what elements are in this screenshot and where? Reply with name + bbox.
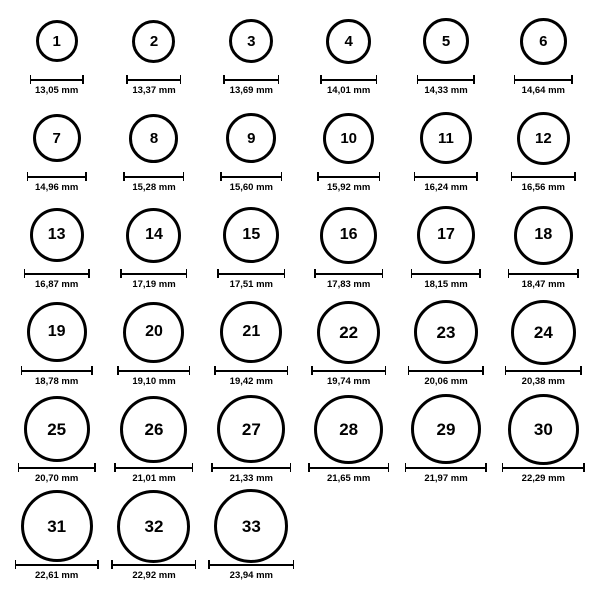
ring-size-cell[interactable] — [495, 398, 592, 495]
ring-size-label: 31 — [47, 516, 67, 536]
ring-size-label: 3 — [247, 32, 256, 50]
ring-measure-bar — [508, 269, 579, 278]
ring-size-cell[interactable] — [105, 10, 202, 107]
measure-line — [223, 79, 279, 81]
ring-circle-wrap — [117, 495, 190, 557]
ring-size-cell[interactable] — [397, 107, 494, 204]
ring-measure-bar — [126, 75, 181, 84]
ring-measure-bar — [514, 75, 573, 84]
ring-size-label: 11 — [438, 129, 454, 147]
measure-line — [217, 273, 285, 275]
ring-circle-wrap — [217, 398, 285, 460]
measure-tick-right — [479, 269, 481, 278]
ring-size-cell[interactable] — [495, 301, 592, 398]
measure-tick-right — [473, 75, 475, 84]
ring-size-label: 9 — [247, 129, 256, 147]
measure-line — [317, 176, 380, 178]
measure-tick-right — [82, 75, 84, 84]
ring-size-label: 14 — [145, 226, 163, 243]
ring-size-cell[interactable] — [8, 301, 105, 398]
ring-size-label: 28 — [339, 419, 359, 439]
ring-circle-icon — [36, 20, 78, 62]
ring-size-label: 21 — [242, 323, 261, 340]
ring-measure-bar — [208, 560, 294, 569]
measure-line — [211, 467, 291, 469]
ring-size-label: 4 — [344, 32, 353, 50]
ring-circle-icon — [320, 207, 377, 264]
measure-tick-left — [217, 269, 219, 278]
measure-tick-left — [211, 463, 213, 472]
ring-circle-icon — [214, 489, 288, 563]
measure-line — [408, 370, 484, 372]
measure-tick-left — [15, 560, 17, 569]
ring-size-label: 12 — [534, 129, 552, 147]
ring-measure-bar — [21, 366, 93, 375]
ring-size-cell[interactable] — [300, 107, 397, 204]
ring-circle-wrap — [214, 495, 288, 557]
ring-size-label: 18 — [534, 226, 553, 243]
ring-diameter-label: 20,06 mm — [424, 376, 468, 387]
measure-tick-left — [123, 172, 125, 181]
ring-size-cell[interactable] — [8, 495, 105, 592]
ring-measure-bar — [414, 172, 478, 181]
ring-circle-icon — [27, 302, 87, 362]
measure-tick-right — [485, 463, 487, 472]
measure-line — [214, 370, 288, 372]
measure-tick-right — [97, 560, 99, 569]
measure-tick-right — [189, 366, 191, 375]
ring-circle-wrap — [508, 398, 579, 460]
measure-line — [21, 370, 93, 372]
measure-tick-left — [27, 172, 29, 181]
ring-measure-bar — [311, 366, 386, 375]
ring-size-cell[interactable] — [105, 204, 202, 301]
measure-line — [511, 176, 576, 178]
ring-circle-icon — [323, 113, 374, 164]
measure-tick-right — [192, 463, 194, 472]
measure-line — [27, 176, 87, 178]
measure-tick-left — [505, 366, 507, 375]
ring-circle-icon — [223, 207, 279, 263]
measure-tick-right — [376, 75, 378, 84]
ring-size-label: 29 — [436, 419, 456, 439]
ring-size-label: 1 — [52, 32, 61, 50]
ring-circle-icon — [511, 300, 576, 365]
ring-size-label: 33 — [241, 516, 261, 536]
measure-line — [208, 564, 294, 566]
ring-diameter-label: 14,01 mm — [327, 85, 371, 96]
ring-circle-icon — [24, 396, 90, 462]
measure-tick-left — [117, 366, 119, 375]
ring-measure-bar — [214, 366, 288, 375]
ring-diameter-label: 16,56 mm — [521, 182, 565, 193]
measure-tick-left — [502, 463, 504, 472]
ring-size-cell[interactable] — [8, 10, 105, 107]
ring-circle-icon — [326, 19, 371, 64]
ring-size-label: 19 — [47, 323, 66, 340]
ring-circle-icon — [117, 490, 190, 563]
ring-circle-icon — [417, 206, 475, 264]
measure-tick-left — [508, 269, 510, 278]
ring-circle-wrap — [414, 301, 478, 363]
measure-tick-left — [220, 172, 222, 181]
ring-circle-icon — [33, 114, 81, 162]
ring-size-label: 22 — [339, 322, 359, 342]
ring-diameter-label: 19,10 mm — [132, 376, 176, 387]
measure-line — [411, 273, 481, 275]
ring-size-label: 26 — [144, 419, 164, 439]
measure-line — [111, 564, 196, 566]
measure-line — [126, 79, 181, 81]
ring-circle-wrap — [229, 10, 273, 72]
ring-diameter-label: 20,38 mm — [521, 376, 565, 387]
ring-circle-wrap — [320, 204, 377, 266]
ring-size-cell[interactable] — [203, 495, 300, 592]
ring-measure-bar — [120, 269, 187, 278]
ring-diameter-label: 18,78 mm — [35, 376, 79, 387]
ring-measure-bar — [123, 172, 184, 181]
ring-diameter-label: 13,05 mm — [35, 85, 79, 96]
measure-tick-right — [195, 560, 197, 569]
ring-diameter-label: 21,65 mm — [327, 473, 371, 484]
measure-tick-left — [405, 463, 407, 472]
ring-size-cell[interactable] — [300, 204, 397, 301]
ring-size-cell[interactable] — [300, 301, 397, 398]
ring-size-label: 32 — [144, 516, 164, 536]
ring-diameter-label: 15,92 mm — [327, 182, 371, 193]
ring-size-cell[interactable] — [8, 204, 105, 301]
measure-tick-right — [583, 463, 585, 472]
ring-circle-wrap — [514, 204, 573, 266]
measure-line — [18, 467, 96, 469]
ring-diameter-label: 16,24 mm — [424, 182, 468, 193]
ring-circle-icon — [217, 395, 285, 463]
measure-line — [505, 370, 582, 372]
ring-circle-icon — [120, 396, 187, 463]
measure-tick-left — [30, 75, 32, 84]
ring-measure-bar — [417, 75, 475, 84]
measure-tick-right — [379, 172, 381, 181]
measure-tick-left — [417, 75, 419, 84]
ring-size-label: 13 — [47, 226, 66, 243]
ring-circle-wrap — [220, 301, 282, 363]
measure-line — [502, 467, 585, 469]
ring-measure-bar — [502, 463, 585, 472]
measure-tick-right — [580, 366, 582, 375]
ring-circle-icon — [517, 112, 570, 165]
measure-line — [405, 467, 487, 469]
ring-size-label: 27 — [241, 419, 261, 439]
ring-size-cell[interactable] — [105, 495, 202, 592]
ring-circle-icon — [420, 112, 472, 164]
measure-line — [314, 273, 383, 275]
measure-tick-left — [120, 269, 122, 278]
ring-size-label: 23 — [436, 322, 456, 342]
measure-tick-left — [314, 269, 316, 278]
measure-line — [15, 564, 99, 566]
ring-diameter-label: 17,83 mm — [327, 279, 371, 290]
ring-measure-bar — [320, 75, 377, 84]
ring-circle-icon — [226, 113, 276, 163]
ring-circle-wrap — [120, 398, 187, 460]
ring-size-label: 5 — [441, 32, 451, 50]
measure-tick-left — [411, 269, 413, 278]
ring-size-cell[interactable] — [105, 107, 202, 204]
ring-circle-wrap — [420, 107, 472, 169]
ring-measure-bar — [27, 172, 87, 181]
ring-diameter-label: 17,51 mm — [229, 279, 273, 290]
measure-tick-right — [88, 269, 90, 278]
measure-line — [114, 467, 193, 469]
ring-circle-icon — [508, 394, 579, 465]
ring-measure-bar — [117, 366, 190, 375]
ring-measure-bar — [211, 463, 291, 472]
ring-size-label: 17 — [437, 226, 455, 243]
measure-tick-right — [571, 75, 573, 84]
measure-tick-right — [186, 269, 188, 278]
ring-circle-icon — [21, 490, 93, 562]
ring-diameter-label: 14,96 mm — [35, 182, 79, 193]
measure-line — [24, 273, 90, 275]
measure-tick-left — [308, 463, 310, 472]
ring-circle-wrap — [417, 204, 475, 266]
measure-tick-right — [281, 172, 283, 181]
ring-circle-wrap — [126, 204, 181, 266]
measure-tick-right — [388, 463, 390, 472]
ring-diameter-label: 17,19 mm — [132, 279, 176, 290]
measure-tick-left — [320, 75, 322, 84]
ring-size-cell[interactable] — [495, 10, 592, 107]
measure-tick-left — [24, 269, 26, 278]
ring-circle-wrap — [511, 301, 576, 363]
ring-circle-wrap — [123, 301, 184, 363]
measure-line — [120, 273, 187, 275]
ring-size-label: 25 — [47, 419, 67, 439]
measure-tick-right — [278, 75, 280, 84]
ring-circle-wrap — [520, 10, 567, 72]
measure-tick-right — [476, 172, 478, 181]
ring-circle-wrap — [132, 10, 175, 72]
measure-tick-right — [385, 366, 387, 375]
ring-diameter-label: 18,47 mm — [521, 279, 565, 290]
ring-diameter-label: 22,92 mm — [132, 570, 176, 581]
measure-tick-right — [574, 172, 576, 181]
ring-size-label: 20 — [145, 323, 163, 340]
ring-circle-icon — [129, 114, 178, 163]
ring-measure-bar — [505, 366, 582, 375]
ring-size-cell[interactable] — [105, 398, 202, 495]
measure-tick-left — [223, 75, 225, 84]
ring-circle-icon — [126, 208, 181, 263]
measure-tick-left — [21, 366, 23, 375]
ring-diameter-label: 23,94 mm — [229, 570, 273, 581]
measure-tick-right — [85, 172, 87, 181]
measure-line — [514, 79, 573, 81]
ring-size-cell[interactable] — [495, 204, 592, 301]
ring-measure-bar — [308, 463, 389, 472]
ring-circle-wrap — [27, 301, 87, 363]
ring-circle-icon — [220, 301, 282, 363]
ring-circle-icon — [514, 206, 573, 265]
ring-size-cell[interactable] — [203, 398, 300, 495]
ring-diameter-label: 19,74 mm — [327, 376, 371, 387]
measure-tick-right — [293, 560, 295, 569]
ring-size-label: 16 — [339, 226, 358, 243]
measure-tick-right — [290, 463, 292, 472]
ring-measure-bar — [15, 560, 99, 569]
ring-size-label: 30 — [533, 419, 553, 439]
measure-tick-left — [214, 366, 216, 375]
ring-measure-bar — [220, 172, 282, 181]
measure-tick-right — [382, 269, 384, 278]
ring-measure-bar — [223, 75, 279, 84]
ring-size-cell[interactable] — [8, 107, 105, 204]
ring-diameter-label: 22,61 mm — [35, 570, 79, 581]
ring-circle-icon — [520, 18, 567, 65]
ring-circle-wrap — [411, 398, 481, 460]
ring-measure-bar — [24, 269, 90, 278]
ring-diameter-label: 15,60 mm — [229, 182, 273, 193]
ring-measure-bar — [317, 172, 380, 181]
ring-size-cell[interactable] — [8, 398, 105, 495]
ring-circle-wrap — [226, 107, 276, 169]
ring-diameter-label: 13,69 mm — [229, 85, 273, 96]
ring-diameter-label: 16,87 mm — [35, 279, 79, 290]
ring-circle-wrap — [326, 10, 371, 72]
ring-circle-wrap — [323, 107, 374, 169]
ring-size-cell[interactable] — [203, 301, 300, 398]
measure-line — [117, 370, 190, 372]
measure-line — [320, 79, 377, 81]
ring-circle-wrap — [129, 107, 178, 169]
ring-diameter-label: 18,15 mm — [424, 279, 468, 290]
measure-line — [220, 176, 282, 178]
ring-circle-icon — [414, 300, 478, 364]
ring-circle-wrap — [24, 398, 90, 460]
ring-circle-icon — [30, 208, 84, 262]
ring-circle-wrap — [33, 107, 81, 169]
ring-size-cell[interactable] — [300, 10, 397, 107]
measure-tick-left — [514, 75, 516, 84]
measure-tick-left — [114, 463, 116, 472]
ring-circle-wrap — [517, 107, 570, 169]
ring-size-label: 7 — [52, 129, 61, 147]
measure-tick-left — [414, 172, 416, 181]
measure-tick-right — [94, 463, 96, 472]
ring-circle-wrap — [317, 301, 380, 363]
ring-diameter-label: 14,64 mm — [521, 85, 565, 96]
measure-tick-right — [183, 172, 185, 181]
measure-tick-right — [577, 269, 579, 278]
ring-measure-bar — [217, 269, 285, 278]
ring-circle-icon — [423, 18, 469, 64]
ring-measure-bar — [314, 269, 383, 278]
ring-measure-bar — [408, 366, 484, 375]
measure-line — [308, 467, 389, 469]
measure-tick-left — [311, 366, 313, 375]
ring-circle-icon — [132, 20, 175, 63]
ring-size-cell[interactable] — [397, 301, 494, 398]
ring-diameter-label: 19,42 mm — [229, 376, 273, 387]
ring-size-cell[interactable] — [203, 10, 300, 107]
measure-line — [417, 79, 475, 81]
ring-circle-icon — [317, 301, 380, 364]
ring-size-label: 8 — [149, 129, 159, 147]
ring-circle-icon — [411, 394, 481, 464]
measure-tick-left — [511, 172, 513, 181]
ring-diameter-label: 15,28 mm — [132, 182, 176, 193]
ring-measure-bar — [405, 463, 487, 472]
ring-circle-wrap — [314, 398, 383, 460]
ring-circle-wrap — [21, 495, 93, 557]
measure-tick-right — [180, 75, 182, 84]
measure-line — [30, 79, 84, 81]
ring-size-cell[interactable] — [203, 107, 300, 204]
ring-circle-wrap — [36, 10, 78, 72]
ring-circle-icon — [314, 395, 383, 464]
measure-line — [123, 176, 184, 178]
ring-diameter-label: 20,70 mm — [35, 473, 79, 484]
measure-tick-left — [111, 560, 113, 569]
ring-size-cell[interactable] — [495, 107, 592, 204]
ring-circle-wrap — [223, 204, 279, 266]
measure-tick-left — [408, 366, 410, 375]
ring-measure-bar — [114, 463, 193, 472]
ring-measure-bar — [411, 269, 481, 278]
ring-measure-bar — [511, 172, 576, 181]
measure-line — [508, 273, 579, 275]
ring-size-cell[interactable] — [300, 398, 397, 495]
measure-tick-right — [482, 366, 484, 375]
ring-circle-wrap — [423, 10, 469, 72]
ring-diameter-label: 21,97 mm — [424, 473, 468, 484]
ring-measure-bar — [111, 560, 196, 569]
ring-size-label: 10 — [340, 129, 357, 147]
ring-size-label: 24 — [533, 322, 553, 342]
ring-circle-icon — [123, 302, 184, 363]
ring-size-cell[interactable] — [105, 301, 202, 398]
ring-diameter-label: 13,37 mm — [132, 85, 176, 96]
measure-line — [311, 370, 386, 372]
measure-tick-right — [287, 366, 289, 375]
ring-measure-bar — [30, 75, 84, 84]
measure-tick-left — [126, 75, 128, 84]
ring-circle-icon — [229, 19, 273, 63]
measure-tick-left — [18, 463, 20, 472]
measure-tick-left — [317, 172, 319, 181]
ring-measure-bar — [18, 463, 96, 472]
ring-diameter-label: 21,01 mm — [132, 473, 176, 484]
ring-circle-wrap — [30, 204, 84, 266]
ring-size-label: 6 — [539, 32, 548, 50]
ring-size-label: 15 — [242, 226, 261, 243]
ring-size-cell[interactable] — [397, 10, 494, 107]
ring-diameter-label: 14,33 mm — [424, 85, 468, 96]
ring-size-cell[interactable] — [397, 398, 494, 495]
measure-tick-right — [284, 269, 286, 278]
ring-diameter-label: 22,29 mm — [521, 473, 565, 484]
ring-size-label: 2 — [149, 32, 159, 50]
ring-grid — [8, 10, 592, 592]
ring-size-cell[interactable] — [203, 204, 300, 301]
measure-line — [414, 176, 478, 178]
measure-tick-left — [208, 560, 210, 569]
ring-diameter-label: 21,33 mm — [229, 473, 273, 484]
ring-size-cell[interactable] — [397, 204, 494, 301]
measure-tick-right — [91, 366, 93, 375]
